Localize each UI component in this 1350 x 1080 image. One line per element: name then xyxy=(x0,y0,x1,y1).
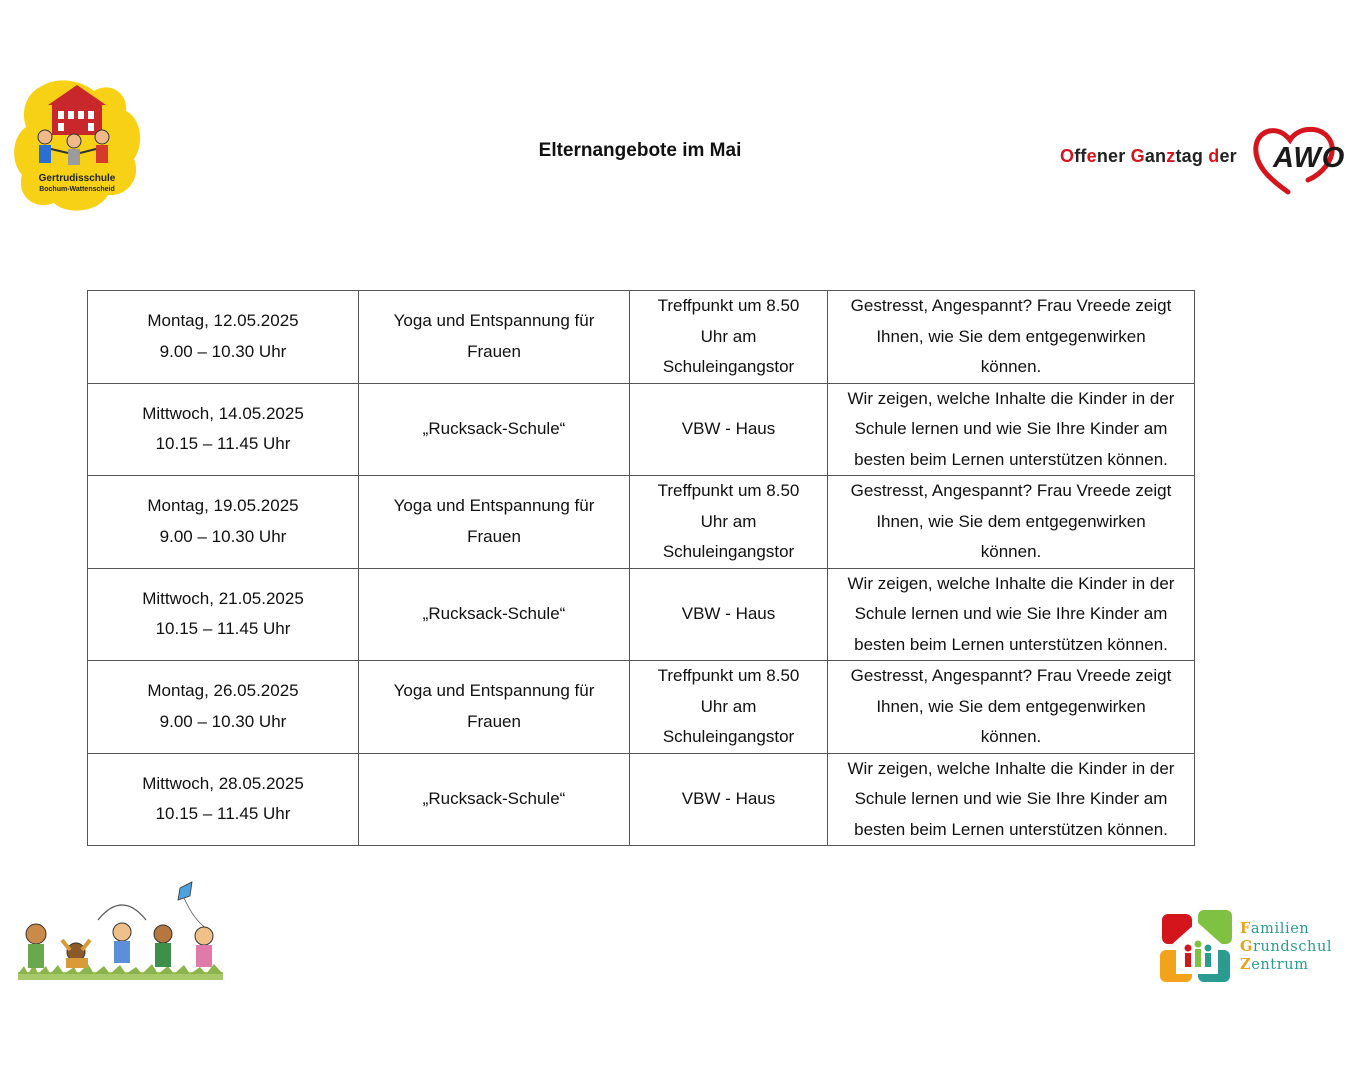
description-cell xyxy=(828,476,1195,569)
school-logo xyxy=(10,75,145,220)
event-time: 9.00 – 10.30 Uhr xyxy=(159,526,287,546)
table-row xyxy=(88,291,1195,384)
cell-line: Uhr am xyxy=(700,511,757,531)
table-row xyxy=(88,568,1195,661)
awo-tagline-part: ff xyxy=(1074,146,1087,166)
location-cell xyxy=(630,568,828,661)
event-time: 10.15 – 11.45 Uhr xyxy=(155,434,291,454)
event-time: 10.15 – 11.45 Uhr xyxy=(155,804,291,824)
cell-line: Schuleingangstor xyxy=(662,542,795,561)
cell-line: Wir zeigen, welche Inhalte die Kinder in der xyxy=(847,573,1175,593)
event-time: 10.15 – 11.45 Uhr xyxy=(155,619,291,639)
awo-tagline-part: tag xyxy=(1175,146,1209,166)
event-date: Mittwoch, 28.05.2025 xyxy=(142,773,304,793)
cell-line: Yoga und Entspannung für xyxy=(393,496,595,516)
event-date: Montag, 19.05.2025 xyxy=(147,496,299,516)
cell-line: „Rucksack-Schule“ xyxy=(422,419,566,438)
date-cell xyxy=(88,291,359,384)
table-row xyxy=(88,661,1195,754)
date-cell xyxy=(88,568,359,661)
cell-line: Yoga und Entspannung für xyxy=(393,311,595,331)
description-cell xyxy=(828,661,1195,754)
awo-logo xyxy=(1058,120,1346,200)
cell-line: Schule lernen und wie Sie Ihre Kinder am xyxy=(854,604,1168,623)
family-center-name xyxy=(1240,920,1332,974)
event-date: Montag, 26.05.2025 xyxy=(147,681,299,701)
description-cell xyxy=(828,753,1195,846)
cell-line: Ihnen, wie Sie dem entgegenwirken xyxy=(876,326,1146,346)
cell-line: besten beim Lernen unterstützen können. xyxy=(854,449,1168,469)
cell-line: Yoga und Entspannung für xyxy=(393,681,595,701)
family-house-icon xyxy=(1158,908,1236,986)
table-row xyxy=(88,476,1195,569)
cell-line: Gestresst, Angespannt? Frau Vreede zeigt xyxy=(850,296,1172,315)
description-cell xyxy=(828,383,1195,476)
location-cell xyxy=(630,661,828,754)
cell-line: VBW - Haus xyxy=(681,789,776,808)
cell-line: Wir zeigen, welche Inhalte die Kinder in der xyxy=(847,758,1175,778)
awo-tagline-part: O xyxy=(1060,146,1075,166)
family-center-logo xyxy=(1158,908,1338,988)
awo-tagline xyxy=(1060,146,1237,167)
cell-line: Uhr am xyxy=(700,326,757,346)
location-cell xyxy=(630,383,828,476)
awo-tagline-part: G xyxy=(1130,146,1145,166)
cell-line: Schuleingangstor xyxy=(662,357,795,376)
family-center-word: rundschul xyxy=(1252,939,1333,955)
description-cell xyxy=(828,291,1195,384)
family-center-line xyxy=(1240,938,1332,956)
cell-line: Schule lernen und wie Sie Ihre Kinder am xyxy=(854,419,1168,438)
children-playing-illustration xyxy=(18,880,223,985)
table-row xyxy=(88,753,1195,846)
activity-cell xyxy=(359,568,630,661)
family-center-line xyxy=(1240,956,1332,974)
awo-tagline-part: z xyxy=(1166,146,1176,166)
activity-cell xyxy=(359,661,630,754)
event-time: 9.00 – 10.30 Uhr xyxy=(159,711,287,731)
location-cell xyxy=(630,476,828,569)
event-time: 9.00 – 10.30 Uhr xyxy=(159,341,287,361)
children-kite-icon xyxy=(18,880,223,985)
awo-tagline-part: e xyxy=(1086,146,1097,166)
event-date: Montag, 12.05.2025 xyxy=(147,311,299,331)
event-date: Mittwoch, 14.05.2025 xyxy=(142,403,304,423)
cell-line: Schule lernen und wie Sie Ihre Kinder am xyxy=(854,789,1168,808)
cell-line: Treffpunkt um 8.50 xyxy=(657,481,800,500)
school-city: Bochum-Wattenscheid xyxy=(39,186,115,193)
cell-line: Frauen xyxy=(467,526,521,546)
cell-line: Wir zeigen, welche Inhalte die Kinder in der xyxy=(847,388,1175,408)
cell-line: Gestresst, Angespannt? Frau Vreede zeigt xyxy=(850,481,1172,500)
date-cell xyxy=(88,753,359,846)
family-center-word: entrum xyxy=(1251,957,1309,973)
cell-line: besten beim Lernen unterstützen können. xyxy=(854,634,1168,654)
activity-cell xyxy=(359,476,630,569)
cell-line: „Rucksack-Schule“ xyxy=(422,604,566,623)
cell-line: können. xyxy=(980,727,1042,746)
cell-line: Treffpunkt um 8.50 xyxy=(657,666,800,685)
schedule-table xyxy=(87,290,1195,846)
cell-line: Gestresst, Angespannt? Frau Vreede zeigt xyxy=(850,666,1172,685)
cell-line: VBW - Haus xyxy=(681,604,776,623)
table-row xyxy=(88,383,1195,476)
cell-line: Frauen xyxy=(467,711,521,731)
awo-tagline-part: an xyxy=(1144,146,1167,166)
date-cell xyxy=(88,383,359,476)
date-cell xyxy=(88,476,359,569)
family-center-initial: Z xyxy=(1240,956,1252,973)
schedule-body xyxy=(88,291,1195,846)
cell-line: besten beim Lernen unterstützen können. xyxy=(854,819,1168,839)
cell-line: Schuleingangstor xyxy=(662,727,795,746)
cell-line: „Rucksack-Schule“ xyxy=(422,789,566,808)
awo-tagline-part: d xyxy=(1208,146,1220,166)
cell-line: Ihnen, wie Sie dem entgegenwirken xyxy=(876,696,1146,716)
cell-line: Treffpunkt um 8.50 xyxy=(657,296,800,315)
awo-tagline-part: er xyxy=(1219,146,1237,166)
cell-line: Uhr am xyxy=(700,696,757,716)
family-center-line xyxy=(1240,920,1332,938)
event-date: Mittwoch, 21.05.2025 xyxy=(142,588,304,608)
family-center-word: amilien xyxy=(1250,921,1310,937)
page-title: Elternangebote im Mai xyxy=(538,140,742,161)
school-name: Gertrudisschule xyxy=(38,173,116,184)
cell-line: Ihnen, wie Sie dem entgegenwirken xyxy=(876,511,1146,531)
family-center-initial: G xyxy=(1240,938,1253,955)
cell-line: können. xyxy=(980,357,1042,376)
cell-line: Frauen xyxy=(467,341,521,361)
school-house-children-icon xyxy=(10,75,145,220)
awo-tagline-part: ner xyxy=(1096,146,1131,166)
location-cell xyxy=(630,753,828,846)
description-cell xyxy=(828,568,1195,661)
activity-cell xyxy=(359,291,630,384)
location-cell xyxy=(630,291,828,384)
awo-brand: AWO xyxy=(1273,142,1346,174)
activity-cell xyxy=(359,753,630,846)
cell-line: können. xyxy=(980,542,1042,561)
family-center-initial: F xyxy=(1240,920,1251,937)
cell-line: VBW - Haus xyxy=(681,419,776,438)
activity-cell xyxy=(359,383,630,476)
date-cell xyxy=(88,661,359,754)
